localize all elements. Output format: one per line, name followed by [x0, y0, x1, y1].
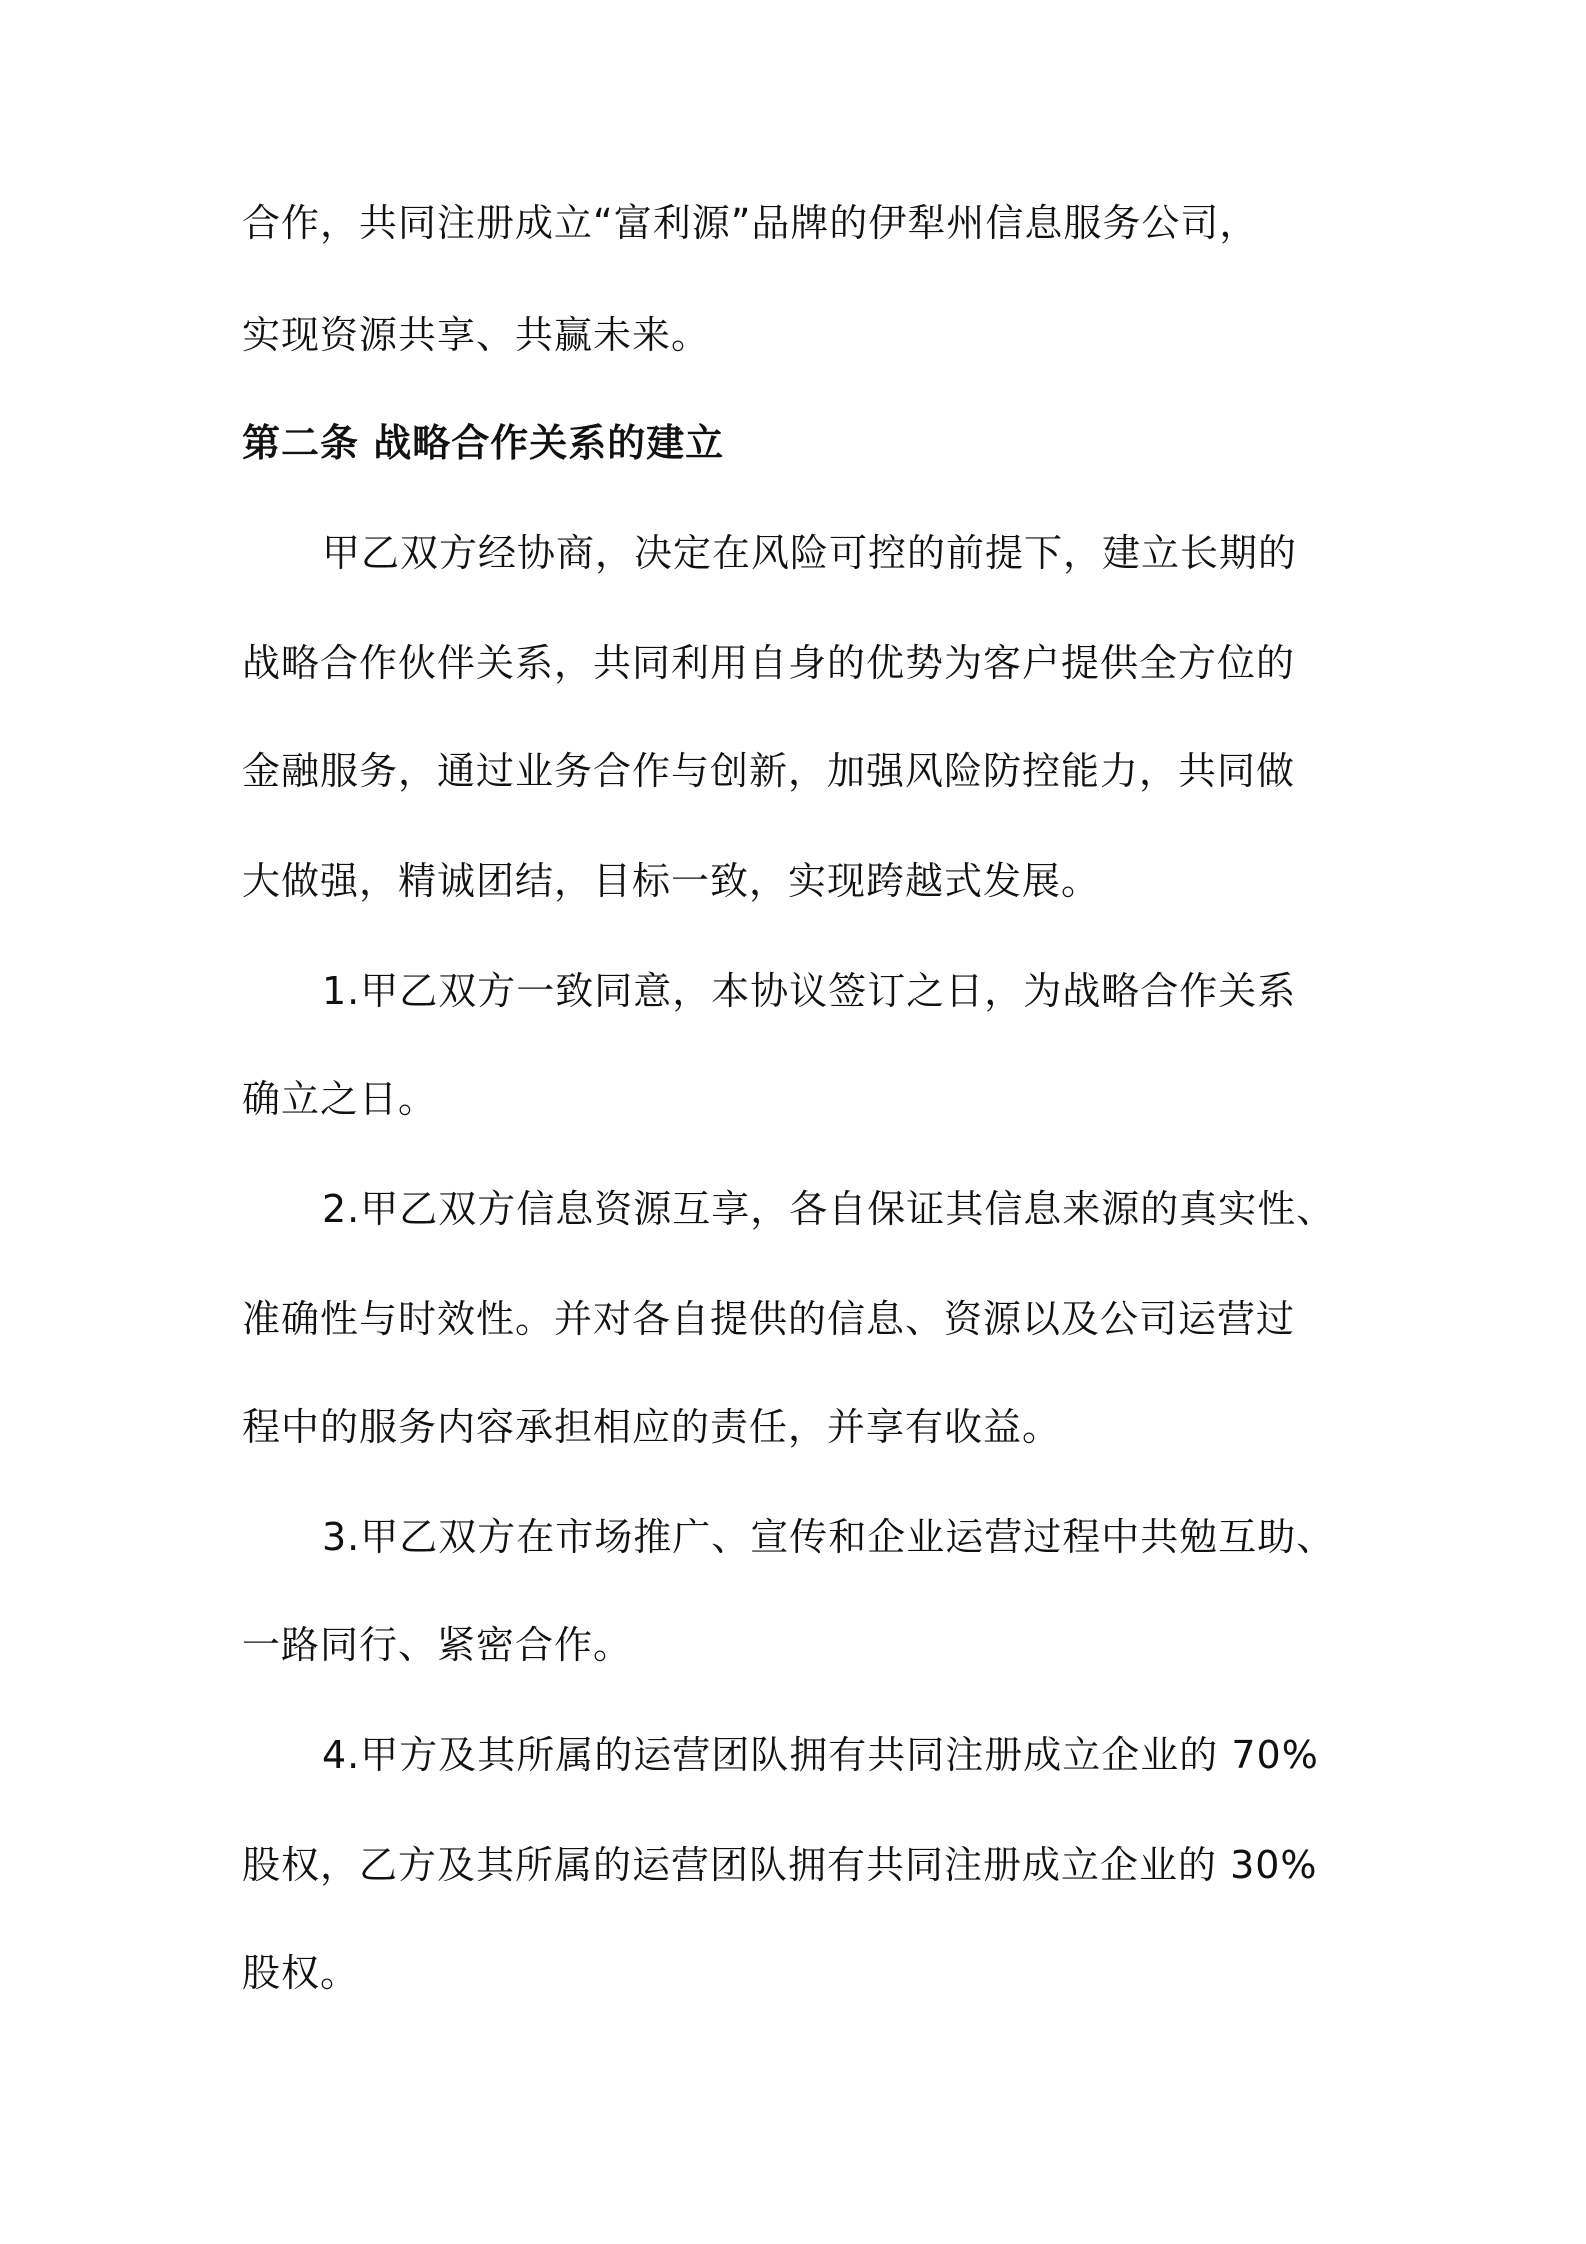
- section-heading: 第二条 战略合作关系的建立: [242, 421, 725, 465]
- clause-2-continuation-line: 程中的服务内容承担相应的责任，并享有收益。: [242, 1405, 1062, 1449]
- clause-1-first-line: 1.甲乙双方一致同意，本协议签订之日，为战略合作关系: [322, 969, 1297, 1013]
- clause-4-first-line: 4.甲方及其所属的运营团队拥有共同注册成立企业的 70%: [322, 1733, 1319, 1777]
- paragraph-first-line: 甲乙双方经协商，决定在风险可控的前提下，建立长期的: [322, 531, 1298, 575]
- paragraph-continuation-line: 金融服务，通过业务合作与创新，加强风险防控能力，共同做: [242, 749, 1296, 793]
- clause-3-first-line: 3.甲乙双方在市场推广、宣传和企业运营过程中共勉互助、: [322, 1515, 1336, 1559]
- clause-4-continuation-line: 股权，乙方及其所属的运营团队拥有共同注册成立企业的 30%: [242, 1843, 1318, 1887]
- clause-3-continuation-line: 一路同行、紧密合作。: [242, 1623, 633, 1667]
- paragraph-continuation-line: 大做强，精诚团结，目标一致，实现跨越式发展。: [242, 859, 1101, 903]
- paragraph-continuation-line: 战略合作伙伴关系，共同利用自身的优势为客户提供全方位的: [242, 641, 1296, 685]
- paragraph-continuation-line: 合作，共同注册成立“富利源”品牌的伊犁州信息服务公司，: [242, 201, 1259, 245]
- clause-1-continuation-line: 确立之日。: [242, 1077, 438, 1121]
- clause-4-continuation-line: 股权。: [242, 1951, 360, 1995]
- clause-2-first-line: 2.甲乙双方信息资源互享，各自保证其信息来源的真实性、: [322, 1187, 1336, 1231]
- paragraph-continuation-line: 实现资源共享、共赢未来。: [242, 313, 711, 357]
- clause-2-continuation-line: 准确性与时效性。并对各自提供的信息、资源以及公司运营过: [242, 1297, 1296, 1341]
